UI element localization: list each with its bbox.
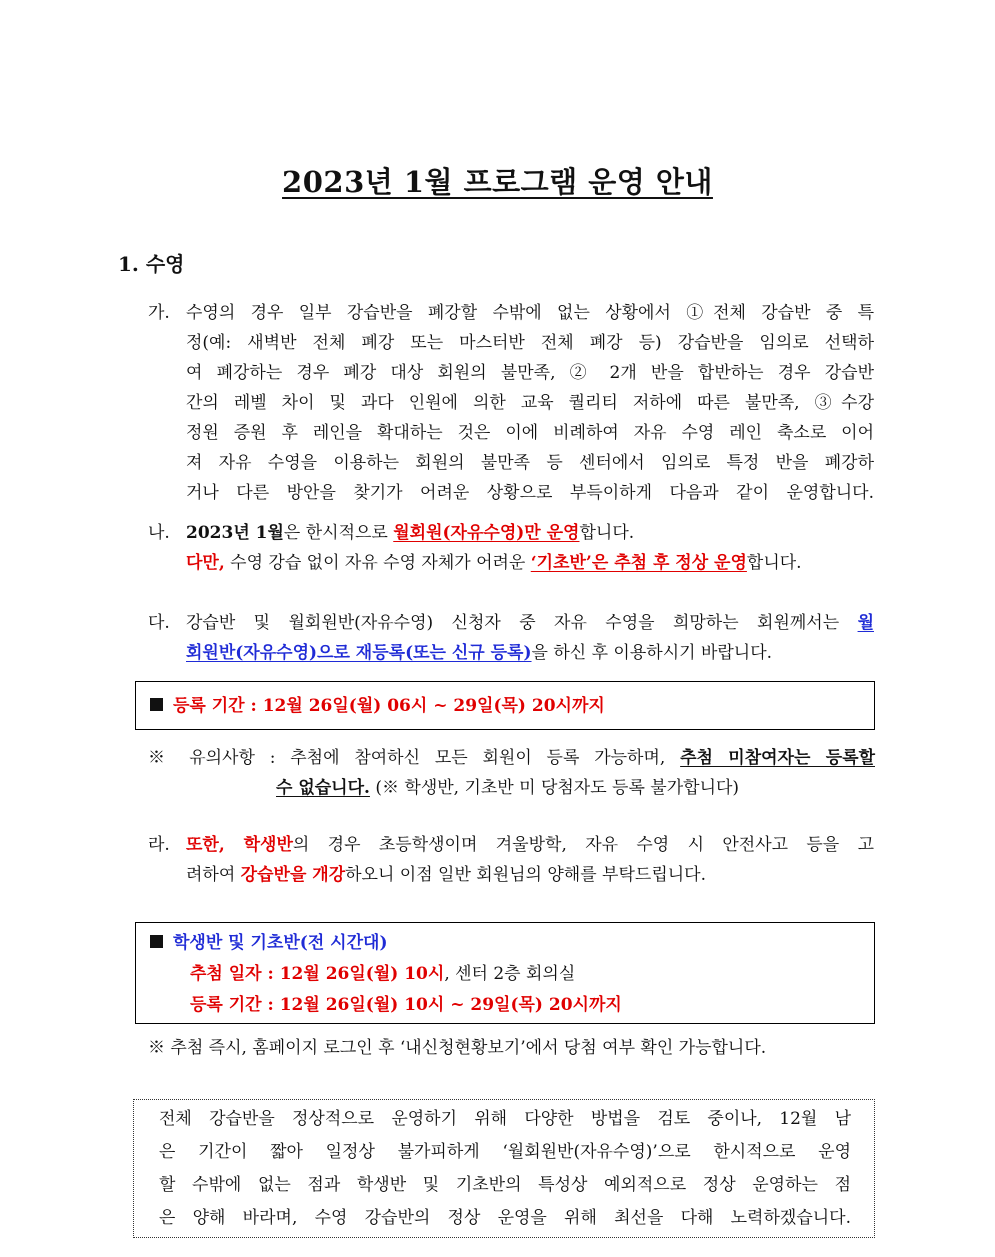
caution-note — [148, 743, 875, 803]
paragraph-line: 수영의 경우 일부 강습반을 폐강할 수밖에 없는 상황에서 ①전체 강습반 중 특 — [186, 303, 874, 323]
paragraph-line — [186, 518, 874, 548]
highlight-reregister: 월 — [857, 613, 874, 633]
text-span: 려하여 — [186, 865, 241, 885]
paragraph-na — [186, 518, 874, 578]
paragraph-da — [186, 608, 874, 668]
text-span: 은 한시적으로 — [283, 523, 394, 543]
paragraph-line: 간의 레벨 차이 및 과다 인원에 의한 교육 퀄리티 저하에 따른 불만족, ③수강 — [186, 393, 874, 413]
paragraph-line — [148, 773, 875, 803]
registration-period-line — [150, 691, 605, 721]
highlight-student-class: 또한, 학생반 — [186, 835, 293, 855]
page-title: 2023년 1월 프로그램 운영 안내 — [282, 165, 713, 199]
text-span: 강습반 및 월회원반(자유수영) 신청자 중 자유 수영을 희망하는 회원께서는 — [186, 613, 858, 633]
paragraph-ra — [186, 830, 874, 890]
paragraph-line — [148, 743, 875, 773]
text-span: 의 경우 초등학생이며 겨울방학, 자유 수영 시 안전사고 등을 고 — [292, 835, 875, 855]
text-span: 합니다. — [579, 523, 635, 543]
draw-date: 추첨 일자 : 12월 26일(월) 10시 — [190, 964, 445, 984]
paragraph-line — [186, 638, 874, 668]
result-check-note: ※ 추첨 즉시, 홈페이지 로그인 후 ‘내신청현황보기’에서 당첨 여부 확인 가능합니다. — [148, 1038, 767, 1058]
item-marker-ga: 가. — [148, 303, 170, 323]
text-span: ※ 유의사항 : 추첨에 참여하신 모든 회원이 등록 가능하며, — [148, 748, 681, 768]
text-span: 하오니 이점 일반 회원님의 양해를 부탁드립니다. — [345, 865, 706, 885]
item-marker-ra: 라. — [148, 835, 170, 855]
highlight-class-open: 강습반을 개강 — [240, 865, 346, 885]
paragraph-line: 전체 강습반을 정상적으로 운영하기 위해 다양한 방법을 검토 중이나, 12월 남 — [159, 1109, 851, 1129]
item-marker-da: 다. — [148, 613, 170, 633]
text-span: 수영 강습 없이 자유 수영 자체가 어려운 — [224, 553, 531, 573]
paragraph-line — [186, 548, 874, 578]
highlight-reregister-cont: 회원반(자유수영)으로 재등록(또는 신규 등록) — [186, 643, 532, 663]
highlight-no-registration-cont: 수 없습니다. — [276, 778, 370, 798]
text-span: 을 하신 후 이용하시기 바랍니다. — [531, 643, 773, 663]
closing-notice-text — [159, 1103, 851, 1235]
draw-location: , 센터 2층 회의실 — [444, 964, 576, 984]
student-basic-class-box — [135, 922, 875, 1024]
text-span: (※ 학생반, 기초반 미 당첨자도 등록 불가합니다) — [369, 778, 740, 798]
section-heading-swimming: 1. 수영 — [118, 252, 185, 276]
paragraph-line: 할 수밖에 없는 점과 학생반 및 기초반의 특성상 예외적으로 정상 운영하는 점 — [159, 1175, 851, 1195]
paragraph-line: 은 양해 바라며, 수영 강습반의 정상 운영을 위해 최선을 다해 노력하겠습니다. — [159, 1208, 851, 1228]
registration-period-text: 등록 기간 : 12월 26일(월) 10시 ~ 29일(목) 20시까지 — [190, 995, 622, 1015]
registration-period-text: 등록 기간 : 12월 26일(월) 06시 ~ 29일(목) 20시까지 — [173, 696, 605, 716]
item-marker-na: 나. — [148, 523, 170, 543]
paragraph-line: 져 자유 수영을 이용하는 회원의 불만족 등 센터에서 임의로 특정 반을 폐강하 — [186, 453, 874, 473]
paragraph-line — [186, 608, 874, 638]
closing-notice-box — [133, 1099, 875, 1238]
box-heading: 학생반 및 기초반(전 시간대) — [173, 933, 388, 953]
highlight-basic-class: ‘기초반’은 추첨 후 정상 운영 — [530, 553, 747, 573]
square-bullet-icon — [150, 935, 163, 948]
highlight-monthly-only: 월회원(자유수영)만 운영 — [393, 523, 580, 543]
highlight-no-registration: 추첨 미참여자는 등록할 — [680, 748, 875, 768]
paragraph-line: 정(예: 새벽반 전체 폐강 또는 마스터반 전체 폐강 등) 강습반을 임의로 선택하 — [186, 333, 874, 353]
square-bullet-icon — [150, 698, 163, 711]
paragraph-ga — [186, 298, 874, 508]
registration-line — [190, 990, 622, 1020]
registration-period-box — [135, 681, 875, 730]
highlight-period: 2023년 1월 — [186, 523, 284, 543]
paragraph-line: 거나 다른 방안을 찾기가 어려운 상황으로 부득이하게 다음과 같이 운영합니다. — [186, 483, 874, 503]
paragraph-line: 정원 증원 후 레인을 확대하는 것은 이에 비례하여 자유 수영 레인 축소로 이어 — [186, 423, 874, 443]
paragraph-line: 은 기간이 짧아 일정상 불가피하게 ‘월회원반(자유수영)’으로 한시적으로 운영 — [159, 1142, 851, 1162]
box-heading-line — [150, 928, 387, 958]
draw-date-line — [190, 959, 575, 989]
paragraph-line: 여 폐강하는 경우 폐강 대상 회원의 불만족, ② 2개 반을 합반하는 경우 강습반 — [186, 363, 874, 383]
paragraph-line — [186, 830, 874, 860]
text-span: 합니다. — [746, 553, 802, 573]
highlight-however: 다만, — [186, 553, 225, 573]
paragraph-line — [186, 860, 874, 890]
